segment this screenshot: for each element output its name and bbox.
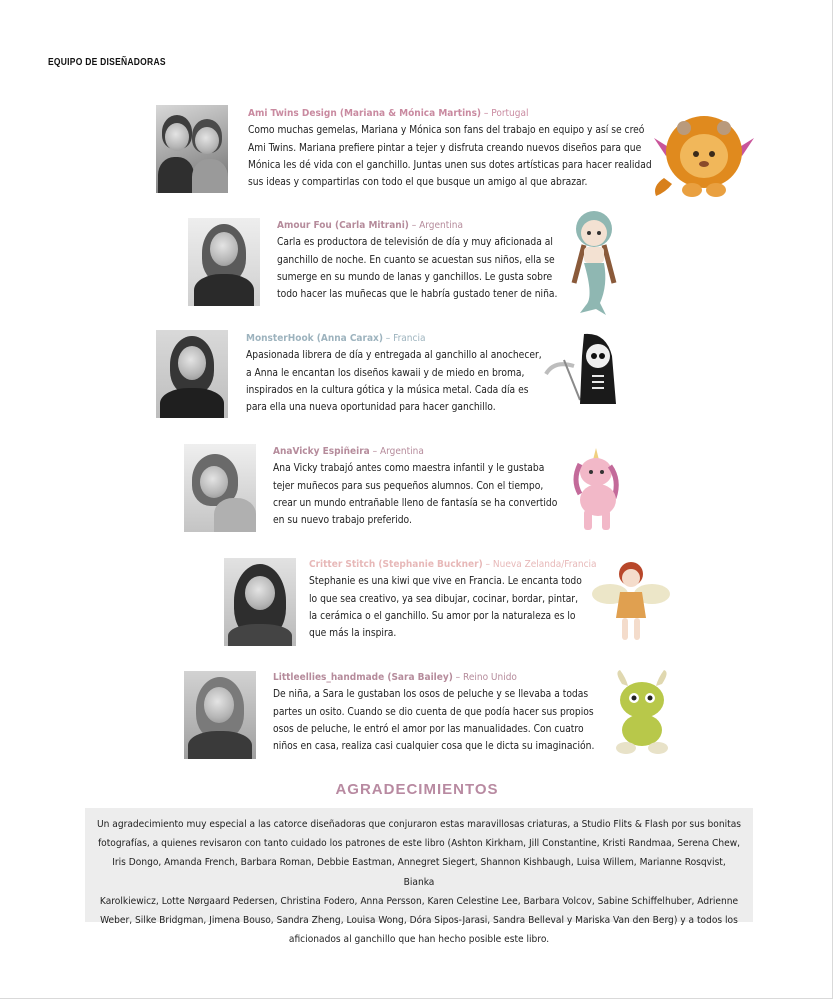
unicorn-toy-image	[566, 444, 626, 536]
ack-line: Iris Dongo, Amanda French, Barbara Roman, Debbie Eastman, Annegret Siegert, Shannon Kishbaugh, Luisa Willem, Marianne Rosqvist, Bianka	[112, 857, 726, 888]
designer-heading: Littleellies_handmade (Sara Bailey) – Reino Unido	[273, 672, 517, 683]
bio-line: sumerge en su mundo de lanas y ganchillos. Le gusta sobre	[277, 271, 553, 283]
lion-toy-image	[652, 108, 756, 200]
designer-bio-anavicky	[273, 443, 573, 529]
bio-line: a Anna le encantan los diseños kawaii y de miedo en broma,	[246, 367, 525, 379]
designer-bio-critter-stitch	[309, 556, 599, 642]
designer-heading: AnaVicky Espiñeira – Argentina	[273, 446, 424, 457]
bio-line: Como muchas gemelas, Mariana y Mónica son fans del trabajo en equipo y así se creó	[248, 125, 645, 137]
designer-heading: Ami Twins Design (Mariana & Mónica Martins) – Portugal	[248, 108, 529, 119]
bio-line: De niña, a Sara le gustaban los osos de peluche y se llevaba a todas	[273, 689, 589, 701]
bio-line: niños en casa, realiza casi cualquier cosa que le dicta su imaginación.	[273, 741, 595, 753]
bio-line: osos de peluche, le entró el amor por las manualidades. Con cuatro	[273, 723, 584, 735]
designer-bio-littleellies	[273, 669, 603, 755]
designer-photo-amour-fou	[188, 218, 260, 306]
bio-line: Stephanie es una kiwi que vive en Francia. Le encanta todo	[309, 576, 582, 588]
fairy-doll-image	[590, 558, 672, 644]
bio-line: tejer muñecos para sus pequeños alumnos. Con el tiempo,	[273, 480, 544, 492]
bio-line: partes un osito. Cuando se dio cuenta de que podía hacer sus propios	[273, 706, 594, 718]
ack-line: aficionados al ganchillo que han hecho posible este libro.	[288, 934, 550, 946]
designer-bio-amour-fou	[277, 217, 577, 303]
ack-line: Un agradecimiento muy especial a las catorce diseñadoras que conjuraron estas maravillosas criaturas, a Studio Flits & Flash por sus bonitas	[97, 819, 741, 830]
bio-line: Mónica les dé vida con el ganchillo. Juntas unen sus dotes artísticas para hacer realidad	[248, 159, 652, 171]
designer-heading: MonsterHook (Anna Carax) – Francia	[246, 333, 426, 344]
bio-line: que más la inspira.	[309, 628, 397, 640]
bio-line: Apasionada librera de día y entregada al ganchillo al anochecer,	[246, 350, 542, 362]
designer-heading: Amour Fou (Carla Mitrani) – Argentina	[277, 220, 463, 231]
acknowledgements-title: AGRADECIMIENTOS	[335, 781, 499, 798]
bio-line: ganchillo de noche. En cuanto se acuestan sus niños, ella se	[277, 254, 555, 266]
bio-line: Ana Vicky trabajó antes como maestra infantil y le gustaba	[273, 463, 545, 475]
bio-line: la cerámica o el ganchillo. Su amor por la naturaleza es lo	[309, 610, 576, 622]
bio-line: en su nuevo trabajo preferido.	[273, 515, 412, 527]
ack-line: Karolkiewicz, Lotte Nørgaard Pedersen, Christina Fodero, Anna Persson, Karen Celestine Lee, Barbara Volcov, Sabine Schiffelhuber, Adrienne	[99, 895, 739, 907]
designer-photo-critter-stitch	[224, 558, 296, 646]
ack-line: Weber, Silke Bridgman, Jimena Bouso, Sandra Zheng, Louisa Wong, Dóra Sipos-Jarasi, Sandra Belleval y Mariska Van den Berg) y a todos los	[100, 915, 738, 927]
designer-photo-littleellies	[184, 671, 256, 759]
designer-bio-monsterhook	[246, 330, 546, 416]
bio-line: crear un mundo entrañable lleno de fantasía se ha convertido	[273, 497, 558, 509]
designer-heading: Critter Stitch (Stephanie Buckner) – Nueva Zelanda/Francia	[309, 559, 597, 570]
acknowledgements-text	[96, 815, 742, 949]
designer-photo-anavicky	[184, 444, 256, 532]
bio-line: todo hacer las muñecas que le habría gustado tener de niña.	[277, 289, 558, 301]
bio-line: sus ideas y compartirlas con todo el que busque un amigo al que abrazar.	[248, 177, 588, 189]
designer-bio-ami-twins	[248, 105, 658, 191]
designer-photo-monsterhook	[156, 330, 228, 418]
monster-toy-image	[606, 670, 678, 758]
bio-line: inspirados en la cultura gótica y la música metal. Cada día es	[246, 384, 529, 396]
bio-line: lo que sea creativo, ya sea dibujar, cocinar, bordar, pintar,	[309, 593, 578, 605]
bio-line: para ella una nueva oportunidad para hacer ganchillo.	[246, 402, 496, 414]
section-title: EQUIPO DE DISEÑADORAS	[48, 57, 166, 68]
ack-line: fotografías, a quienes revisaron con tanto cuidado los patrones de este libro (Ashton Kirkham, Jill Constantine, Kristi Randmaa, Serena Chew,	[97, 838, 741, 850]
reaper-toy-image	[544, 330, 628, 412]
designer-photo-ami-twins	[156, 105, 228, 193]
mermaid-doll-image	[566, 205, 622, 317]
bio-line: Carla es productora de televisión de día y muy aficionada al	[277, 237, 553, 249]
bio-line: Ami Twins. Mariana prefiere pintar a tejer y disfruta creando nuevos diseños para que	[248, 142, 642, 154]
